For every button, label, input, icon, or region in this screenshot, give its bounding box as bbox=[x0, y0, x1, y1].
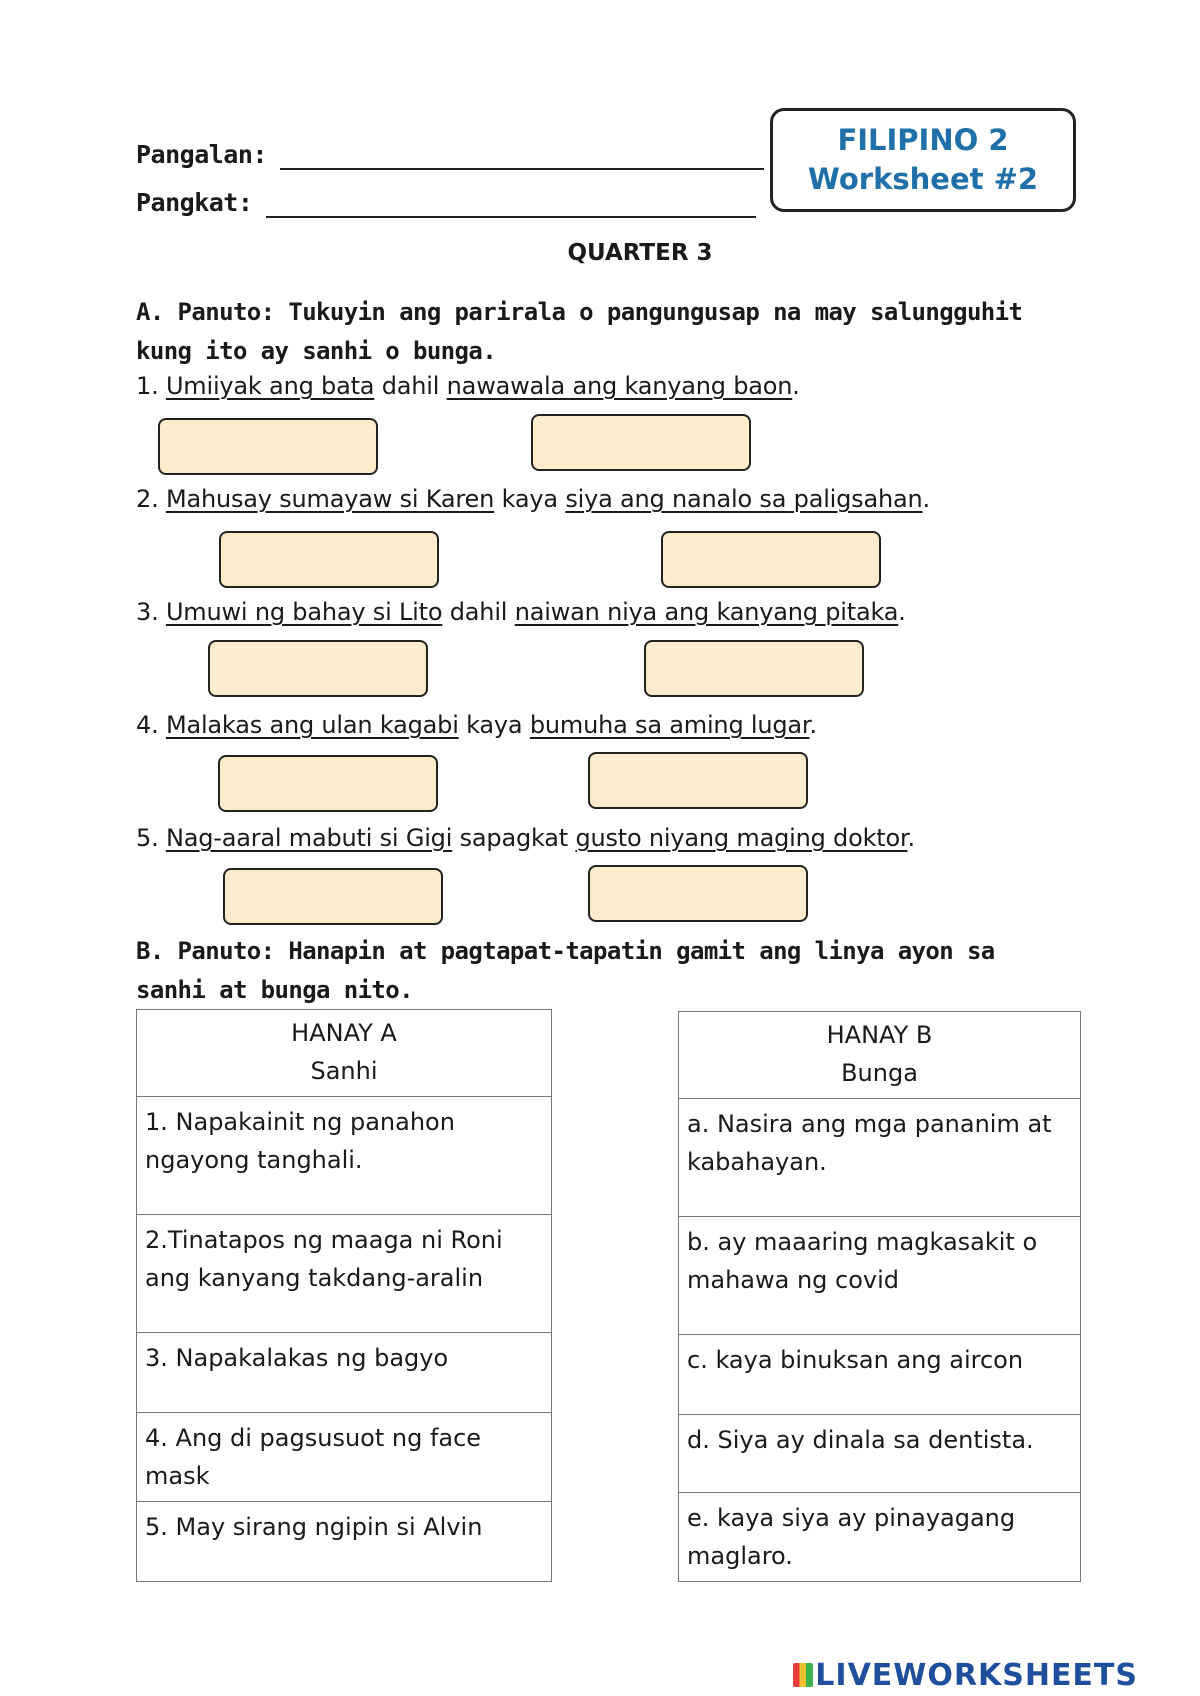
hanay-a-item[interactable]: 4. Ang di pagsusuot ng face mask bbox=[137, 1413, 552, 1502]
underlined-phrase: siya ang nanalo sa paligsahan bbox=[565, 485, 923, 513]
underlined-phrase: Mahusay sumayaw si Karen bbox=[165, 485, 495, 513]
hanay-a-title: HANAY A bbox=[291, 1019, 397, 1047]
worksheet-title-box bbox=[770, 108, 1076, 212]
part-a-item-4: 4. Malakas ang ulan kagabi kaya bumuha sa aming lugar. bbox=[136, 711, 817, 739]
liveworksheets-logo bbox=[793, 1658, 1138, 1693]
part-a-item-5: 5. Nag-aaral mabuti si Gigi sapagkat gusto niyang maging doktor. bbox=[136, 824, 915, 852]
quarter-heading: QUARTER 3 bbox=[567, 240, 713, 266]
answer-box-5a[interactable] bbox=[223, 868, 443, 925]
underlined-phrase: naiwan niya ang kanyang pitaka bbox=[514, 598, 899, 626]
hanay-a-subtitle: Sanhi bbox=[310, 1057, 378, 1085]
answer-box-5b[interactable] bbox=[588, 865, 808, 922]
part-b-instruction: B. Panuto: Hanapin at pagtapat-tapatin gamit ang linya ayon sa sanhi at bunga nito. bbox=[136, 937, 995, 1004]
answer-box-2b[interactable] bbox=[661, 531, 881, 588]
answer-box-3a[interactable] bbox=[208, 640, 428, 697]
liveworksheets-logo-icon bbox=[793, 1663, 813, 1687]
logo-text: LIVEWORKSHEETS bbox=[815, 1658, 1138, 1693]
underlined-phrase: Nag-aaral mabuti si Gigi bbox=[165, 824, 453, 852]
answer-box-4b[interactable] bbox=[588, 752, 808, 809]
subject-title: FILIPINO 2 bbox=[837, 123, 1009, 157]
hanay-a-header bbox=[137, 1010, 552, 1097]
group-field[interactable] bbox=[266, 216, 756, 218]
hanay-b-item[interactable]: e. kaya siya ay pinayagang maglaro. bbox=[679, 1493, 1081, 1582]
answer-box-1a[interactable] bbox=[158, 418, 378, 475]
hanay-b-item[interactable]: d. Siya ay dinala sa dentista. bbox=[679, 1415, 1081, 1493]
answer-box-4a[interactable] bbox=[218, 755, 438, 812]
hanay-b-item[interactable]: c. kaya binuksan ang aircon bbox=[679, 1335, 1081, 1415]
underlined-phrase: Umuwi ng bahay si Lito bbox=[165, 598, 443, 626]
hanay-b-table bbox=[678, 1011, 1081, 1582]
hanay-b-title: HANAY B bbox=[826, 1021, 933, 1049]
answer-box-1b[interactable] bbox=[531, 414, 751, 471]
answer-box-2a[interactable] bbox=[219, 531, 439, 588]
underlined-phrase: bumuha sa aming lugar bbox=[529, 711, 810, 739]
hanay-a-item[interactable]: 2.Tinatapos ng maaga ni Roni ang kanyang takdang-aralin bbox=[137, 1215, 552, 1333]
hanay-a-table bbox=[136, 1009, 552, 1582]
name-field[interactable] bbox=[280, 168, 764, 170]
part-a-item-2: 2. Mahusay sumayaw si Karen kaya siya ang nanalo sa paligsahan. bbox=[136, 485, 930, 513]
part-a-item-1: 1. Umiiyak ang bata dahil nawawala ang kanyang baon. bbox=[136, 372, 800, 400]
group-label: Pangkat: bbox=[136, 188, 253, 217]
hanay-b-item[interactable]: a. Nasira ang mga pananim at kabahayan. bbox=[679, 1099, 1081, 1217]
underlined-phrase: nawawala ang kanyang baon bbox=[446, 372, 793, 400]
part-a-instruction: A. Panuto: Tukuyin ang parirala o pangungusap na may salungguhit kung ito ay sanhi o bunga. bbox=[136, 298, 1023, 365]
hanay-a-item[interactable]: 3. Napakalakas ng bagyo bbox=[137, 1333, 552, 1413]
hanay-b-subtitle: Bunga bbox=[841, 1059, 918, 1087]
hanay-a-item[interactable]: 5. May sirang ngipin si Alvin bbox=[137, 1502, 552, 1582]
hanay-b-header bbox=[679, 1012, 1081, 1099]
hanay-b-item[interactable]: b. ay maaaring magkasakit o mahawa ng covid bbox=[679, 1217, 1081, 1335]
underlined-phrase: gusto niyang maging doktor bbox=[575, 824, 908, 852]
part-a-item-3: 3. Umuwi ng bahay si Lito dahil naiwan niya ang kanyang pitaka. bbox=[136, 598, 906, 626]
name-label: Pangalan: bbox=[136, 140, 267, 169]
worksheet-number: Worksheet #2 bbox=[807, 162, 1039, 196]
underlined-phrase: Malakas ang ulan kagabi bbox=[165, 711, 459, 739]
underlined-phrase: Umiiyak ang bata bbox=[165, 372, 375, 400]
hanay-a-item[interactable]: 1. Napakainit ng panahon ngayong tanghali. bbox=[137, 1097, 552, 1215]
answer-box-3b[interactable] bbox=[644, 640, 864, 697]
